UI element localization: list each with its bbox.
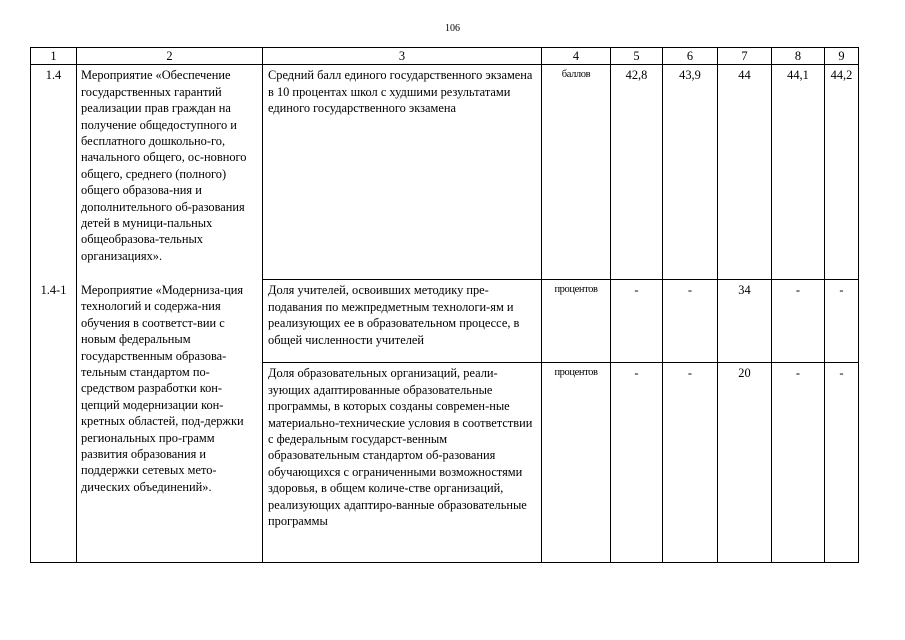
value-cell: 20 (718, 363, 772, 563)
row-number: 1.4-1 (31, 280, 77, 563)
value-cell: - (772, 280, 825, 363)
unit-cell: процентов (542, 363, 611, 563)
indicator-cell: Средний балл единого государственного экзамена в 10 процентах школ с худшими результатами единого государственного экзамена (263, 65, 542, 280)
page-number: 106 (445, 23, 460, 34)
event-cell: Мероприятие «Модерниза-ция технологий и содержа-ния обучения в соответст-вии с новым федеральным государственным образова-тельным стандартом по-средством разработки кон-цепций модернизации кон-кретных областей, под-держки региональных про-грамм развития образования и поддержки сетевых мето-дических объединений». (77, 280, 263, 563)
indicator-cell: Доля учителей, освоивших методику пре-подавания по межпредметным технологи-ям и реализующих ее в образовательном процессе, в общей численности учителей (263, 280, 542, 363)
header-cell: 9 (825, 48, 859, 65)
header-cell: 5 (611, 48, 663, 65)
value-cell: - (663, 363, 718, 563)
value-cell: 44,1 (772, 65, 825, 280)
value-cell: - (611, 363, 663, 563)
unit-cell: процентов (542, 280, 611, 363)
event-cell: Мероприятие «Обеспечение государственных гарантий реализации прав граждан на получение общедоступного и бесплатного дошкольно-го, начального общего, ос-новного общего, среднего (полного) общего образова-ния и дополнительного об-разования детей в муници-пальных общеобразова-тельных организациях». (77, 65, 263, 280)
value-cell: - (663, 280, 718, 363)
value-cell: 43,9 (663, 65, 718, 280)
indicator-cell: Доля образовательных организаций, реали-зующих адаптированные образовательные программы, в которых созданы современ-ные материально-технические условия в соответствии с федеральным государст-венным образовательным стандартом об-разования обучающихся с ограниченными возможностями здоровья, в общем количе-стве организаций, реализующих адаптиро-ванные образовательные программы (263, 363, 542, 563)
table-header-row (31, 48, 859, 65)
header-cell: 6 (663, 48, 718, 65)
header-cell: 1 (31, 48, 77, 65)
header-cell: 8 (772, 48, 825, 65)
header-cell: 7 (718, 48, 772, 65)
value-cell: 34 (718, 280, 772, 363)
value-cell: - (611, 280, 663, 363)
header-cell: 4 (542, 48, 611, 65)
table-row (31, 65, 859, 280)
header-cell: 2 (77, 48, 263, 65)
value-cell: 42,8 (611, 65, 663, 280)
table-row (31, 280, 859, 363)
row-number: 1.4 (31, 65, 77, 280)
unit-cell: баллов (542, 65, 611, 280)
value-cell: - (772, 363, 825, 563)
value-cell: 44 (718, 65, 772, 280)
value-cell: - (825, 280, 859, 363)
indicators-table (30, 47, 859, 563)
header-cell: 3 (263, 48, 542, 65)
value-cell: 44,2 (825, 65, 859, 280)
value-cell: - (825, 363, 859, 563)
